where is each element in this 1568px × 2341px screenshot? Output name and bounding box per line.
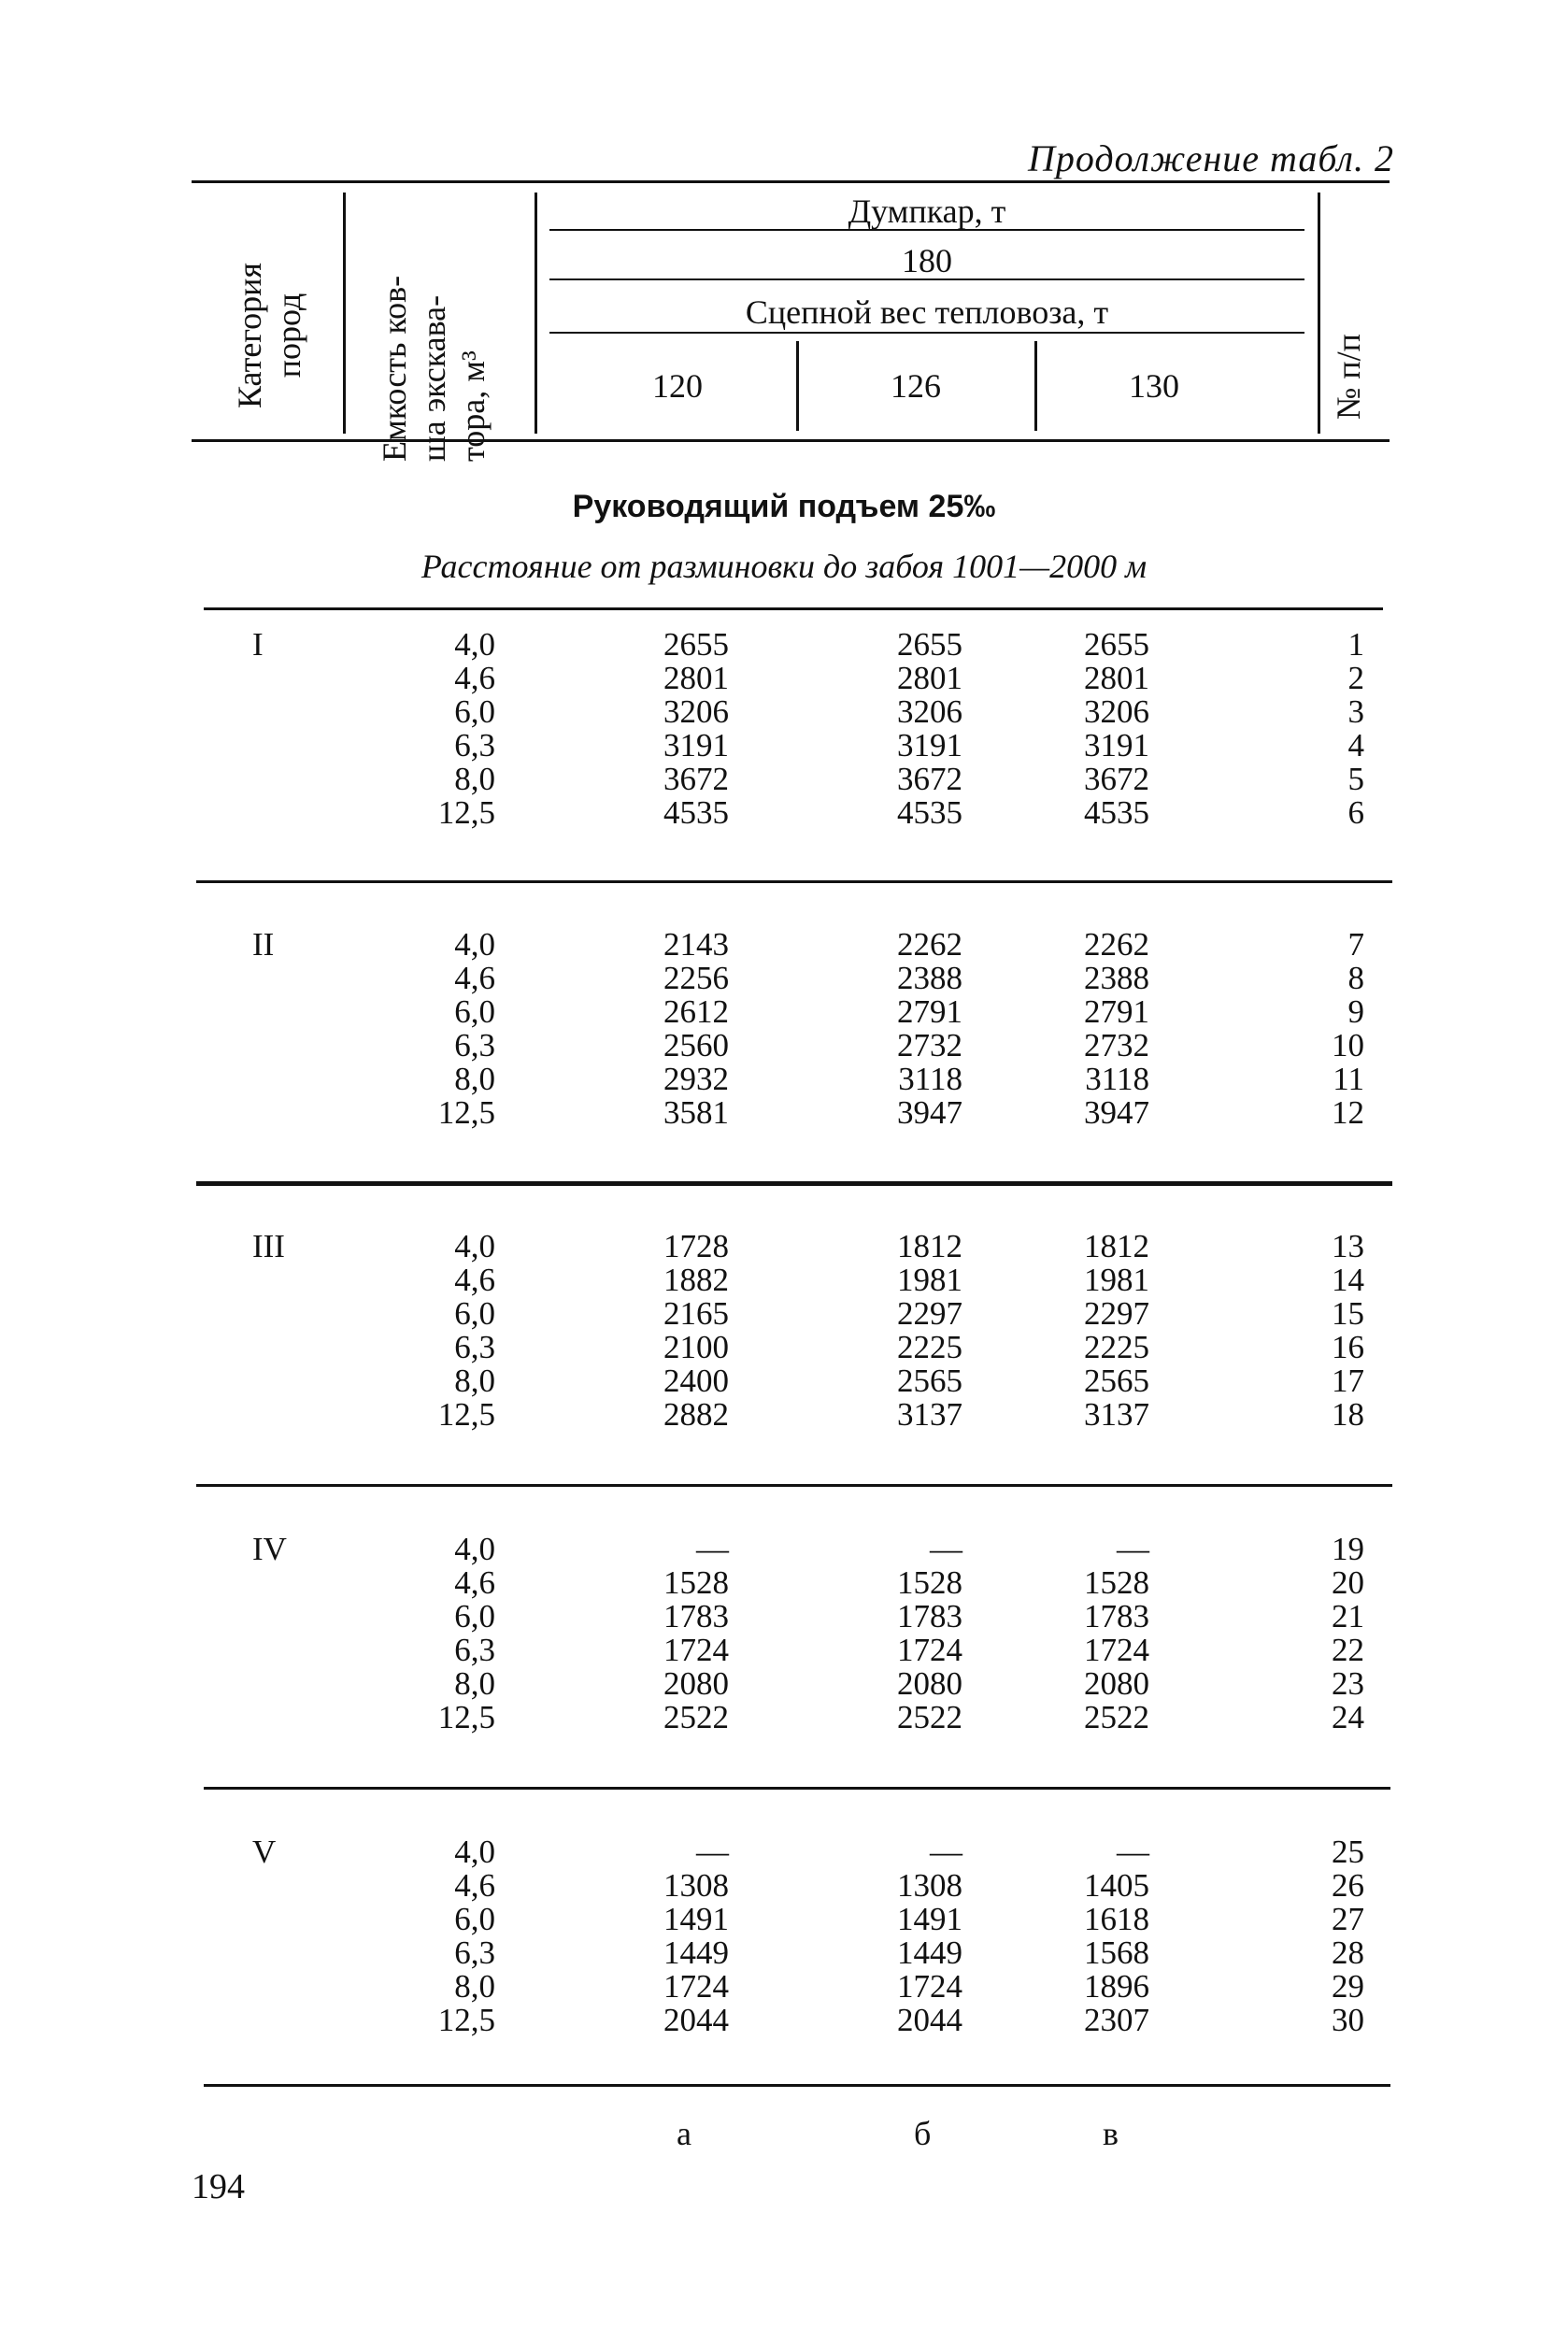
column-v: — 1528 1783 1724 2080 2522 — [1084, 1531, 1149, 1735]
section-title: Руководящий подъем 25‰ — [572, 489, 996, 524]
capacity-column: 4,0 4,6 6,0 6,3 8,0 12,5 — [437, 1228, 495, 1433]
header-weight-130: 130 — [1129, 367, 1179, 405]
header-category — [230, 223, 308, 448]
column-a: 2655 2801 3206 3191 3672 4535 — [663, 626, 729, 831]
capacity-column: 4,0 4,6 6,0 6,3 8,0 12,5 — [437, 1531, 495, 1735]
category-cell: III — [252, 1228, 285, 1264]
column-b: 2262 2388 2791 2732 3118 3947 — [897, 926, 962, 1131]
header-row-number — [1329, 325, 1368, 428]
group-rule-2 — [196, 1181, 1392, 1186]
column-v: 2262 2388 2791 2732 3118 3947 — [1084, 926, 1149, 1131]
header-divider-2 — [535, 193, 537, 434]
category-cell: II — [252, 926, 275, 963]
column-b: — 1308 1491 1449 1724 2044 — [897, 1834, 962, 2038]
group-rule-0 — [204, 607, 1383, 610]
column-v: 2655 2801 3206 3191 3672 4535 — [1084, 626, 1149, 831]
row-numbers: 1 2 3 4 5 6 — [1347, 626, 1364, 831]
column-label-b: б — [914, 2115, 932, 2152]
column-v: 1812 1981 2297 2225 2565 3137 — [1084, 1228, 1149, 1433]
column-label-v: в — [1103, 2115, 1119, 2152]
header-capacity-line3: тора, м³ — [454, 350, 492, 462]
header-capacity — [375, 209, 492, 462]
header-row-number-text: № п/п — [1330, 334, 1367, 420]
category-cell: I — [252, 626, 264, 663]
header-capacity-line1: Емкость ков- — [376, 275, 413, 462]
row-numbers: 7 8 9 10 11 12 — [1332, 926, 1364, 1131]
weight-divider-2 — [1034, 341, 1037, 431]
column-b: — 1528 1783 1724 2080 2522 — [897, 1531, 962, 1735]
column-b: 1812 1981 2297 2225 2565 3137 — [897, 1228, 962, 1433]
row-numbers: 25 26 27 28 29 30 — [1332, 1834, 1364, 2038]
header-weight: Сцепной вес тепловоза, т — [745, 293, 1109, 331]
header-divider-3 — [1318, 193, 1320, 434]
column-label-a: а — [677, 2115, 691, 2152]
header-top-rule — [192, 180, 1390, 183]
group-rule-1 — [196, 880, 1392, 883]
header-category-text: Категория пород — [231, 263, 307, 408]
category-cell: V — [252, 1834, 277, 1870]
row-numbers: 19 20 21 22 23 24 — [1332, 1531, 1364, 1735]
column-b: 2655 2801 3206 3191 3672 4535 — [897, 626, 962, 831]
header-capacity-line2: ша экскава- — [415, 294, 452, 462]
column-v: — 1405 1618 1568 1896 2307 — [1084, 1834, 1149, 2038]
section-subtitle: Расстояние от разминовки до забоя 1001—2000 м — [421, 548, 1147, 585]
column-a: — 1308 1491 1449 1724 2044 — [663, 1834, 729, 2038]
weight-divider-1 — [796, 341, 799, 431]
header-bottom-rule — [192, 439, 1390, 442]
header-weight-126: 126 — [891, 367, 941, 405]
header-dumpcar-value: 180 — [902, 242, 952, 279]
header-weight-120: 120 — [652, 367, 703, 405]
page-number: 194 — [192, 2167, 245, 2206]
category-cell: IV — [252, 1531, 287, 1567]
group-rule-3 — [196, 1484, 1392, 1487]
capacity-column: 4,0 4,6 6,0 6,3 8,0 12,5 — [437, 626, 495, 831]
header-dumpcar: Думпкар, т — [848, 193, 1006, 230]
header-divider-1 — [343, 193, 346, 434]
column-a: 1728 1882 2165 2100 2400 2882 — [663, 1228, 729, 1433]
table-bottom-rule — [204, 2084, 1390, 2087]
group-rule-4 — [204, 1787, 1390, 1790]
capacity-column: 4,0 4,6 6,0 6,3 8,0 12,5 — [437, 1834, 495, 2038]
capacity-column: 4,0 4,6 6,0 6,3 8,0 12,5 — [437, 926, 495, 1131]
column-a: — 1528 1783 1724 2080 2522 — [663, 1531, 729, 1735]
row-numbers: 13 14 15 16 17 18 — [1332, 1228, 1364, 1433]
column-a: 2143 2256 2612 2560 2932 3581 — [663, 926, 729, 1131]
weight-rule — [549, 332, 1304, 334]
continuation-caption: Продолжение табл. 2 — [1027, 137, 1394, 179]
